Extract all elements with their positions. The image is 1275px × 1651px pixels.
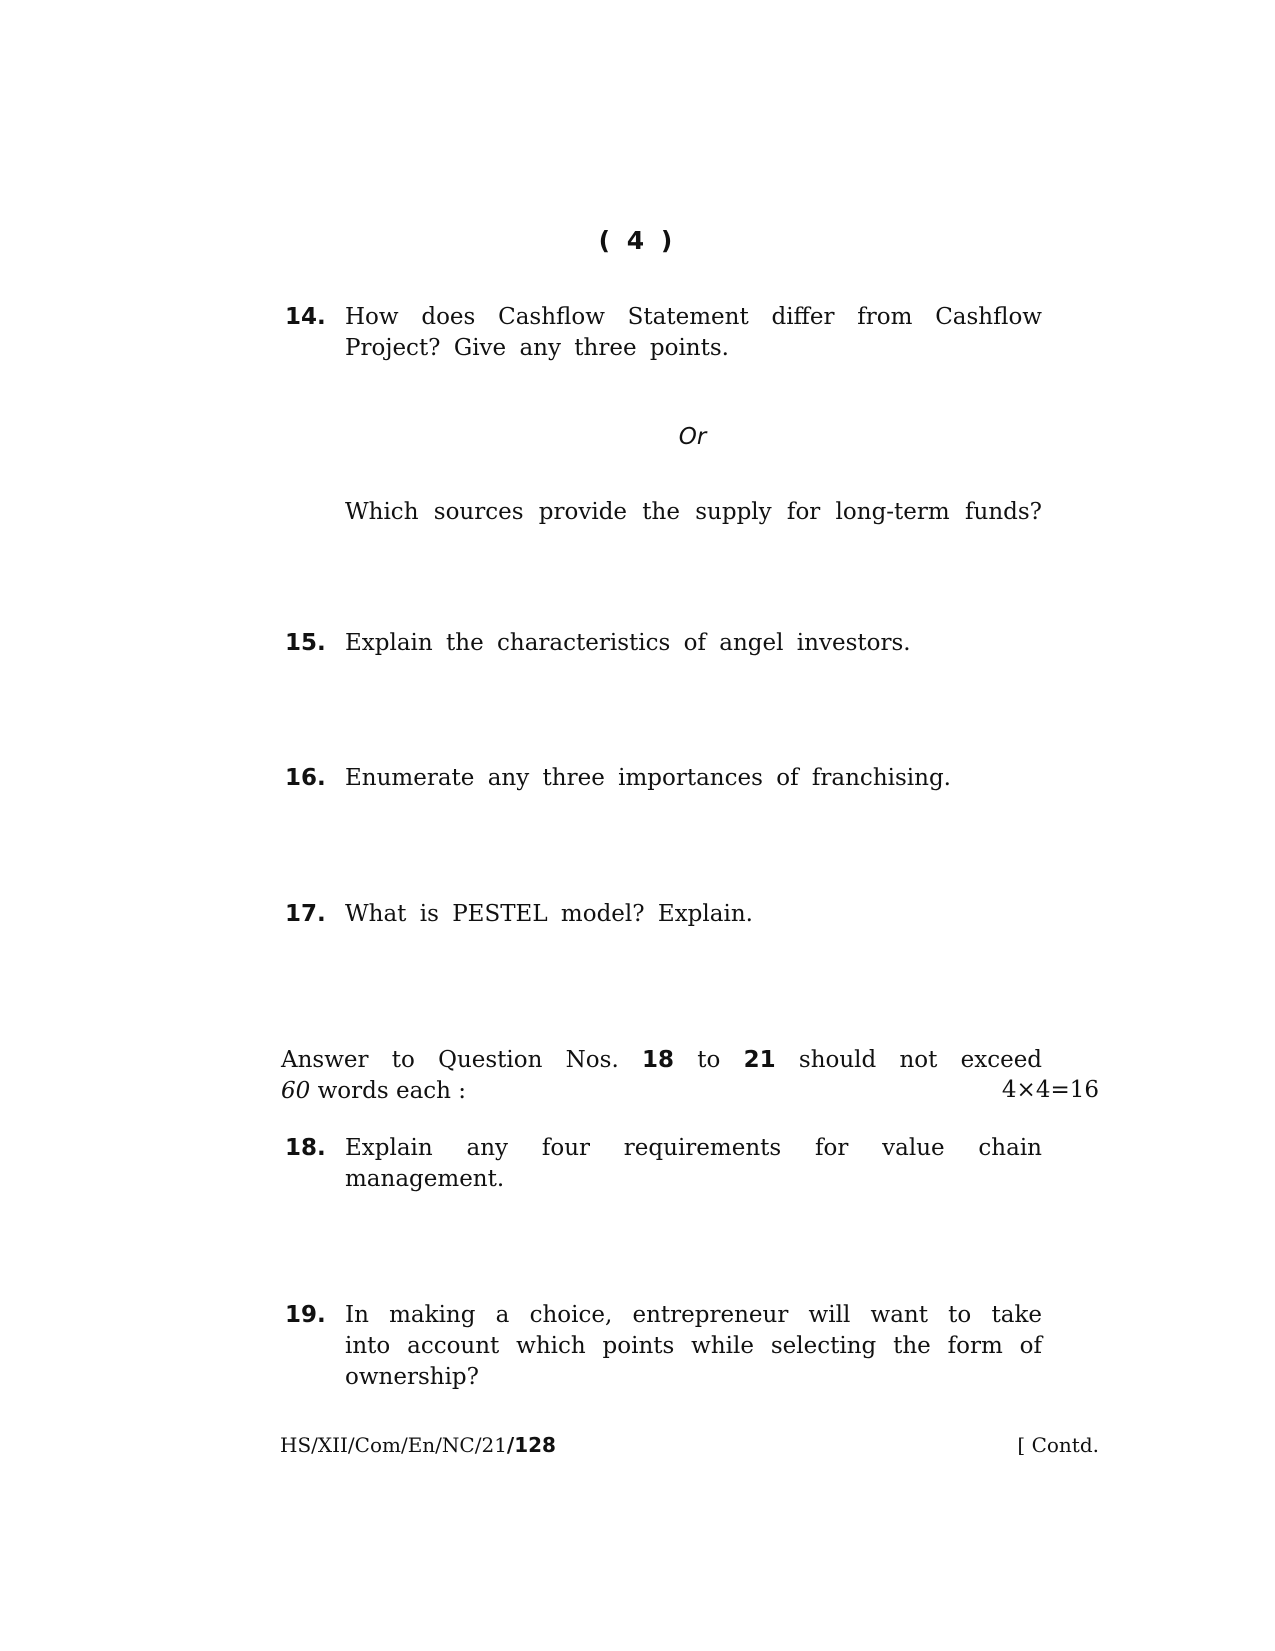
- question-14: [285, 302, 1042, 364]
- continued-note: [ Contd.: [1017, 1433, 1099, 1457]
- instruction-words-suffix: words each :: [317, 1078, 467, 1104]
- question-14-alternative: Which sources provide the supply for long-term funds?: [345, 499, 1042, 525]
- question-number: 17.: [285, 901, 326, 927]
- question-number: 15.: [285, 630, 326, 656]
- instruction-line-2: [281, 1076, 1042, 1107]
- question-text: In making a choice, entrepreneur will want to take into account which points while selecting the form of ownership?: [345, 1302, 1042, 1390]
- question-text: Explain the characteristics of angel investors.: [345, 630, 911, 656]
- paper-code-prefix: HS/XII/Com/En/NC/21: [280, 1433, 507, 1457]
- instruction-prefix: Answer to Question Nos.: [281, 1047, 619, 1073]
- instruction-to-number: 21: [743, 1047, 776, 1073]
- question-number: 18.: [285, 1135, 326, 1161]
- question-number: 19.: [285, 1302, 326, 1328]
- instruction-to-word: to: [697, 1047, 721, 1073]
- instruction-suffix: should not exceed: [798, 1047, 1043, 1073]
- instruction-word-count: 60: [281, 1078, 311, 1104]
- question-number: 16.: [285, 765, 326, 791]
- question-text: What is PESTEL model? Explain.: [345, 901, 753, 927]
- question-19: [285, 1300, 1042, 1393]
- page-number: ( 4 ): [598, 226, 677, 255]
- question-16: [285, 763, 1042, 794]
- question-text: How does Cashflow Statement differ from Cashflow Project? Give any three points.: [345, 304, 1042, 361]
- or-separator: Or: [678, 424, 707, 450]
- question-17: [285, 899, 1042, 930]
- instruction-from-number: 18: [642, 1047, 675, 1073]
- instruction-line-1: [281, 1045, 1042, 1076]
- question-18: [285, 1133, 1042, 1195]
- section-instruction: [281, 1045, 1042, 1107]
- question-text: Enumerate any three importances of franchising.: [345, 765, 951, 791]
- question-text: Explain any four requirements for value chain management.: [345, 1135, 1042, 1192]
- paper-code: [280, 1433, 556, 1457]
- question-number: 14.: [285, 304, 326, 330]
- question-15: [285, 628, 1042, 659]
- section-marks: 4×4=16: [1001, 1077, 1099, 1103]
- paper-code-number: /128: [506, 1433, 556, 1457]
